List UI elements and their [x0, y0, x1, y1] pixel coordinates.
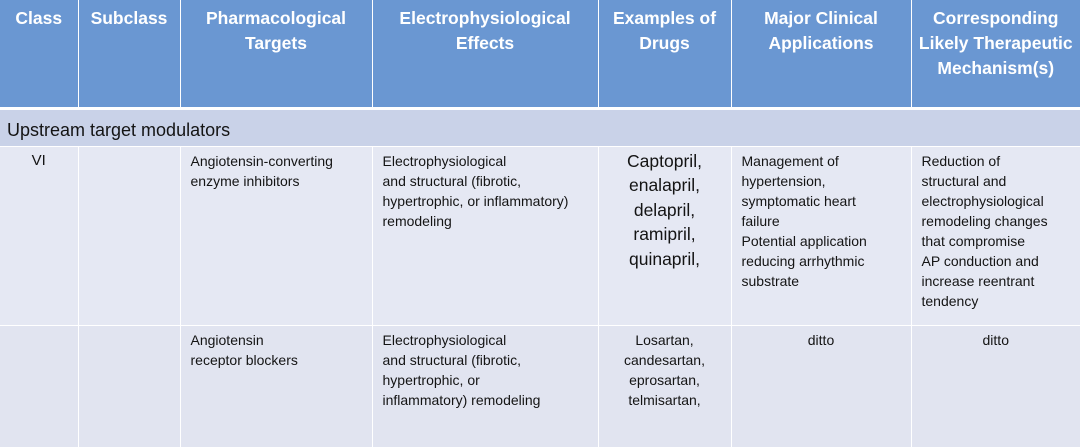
cell-targets: [180, 146, 372, 325]
cell-effects: [372, 325, 598, 448]
header-subclass: Subclass: [78, 0, 180, 108]
cell-class: [0, 325, 78, 448]
cell-effects: [372, 146, 598, 325]
effects-line: hypertrophic, or: [382, 371, 480, 388]
drug-name: delapril,: [633, 199, 696, 220]
mechanisms-line: structural and: [921, 172, 1007, 189]
applications-line: reducing arrhythmic: [741, 252, 865, 269]
drug-name: eprosartan,: [629, 371, 700, 388]
header-major-clinical-applications: Major Clinical Applications: [731, 0, 911, 108]
section-row: [0, 108, 1080, 146]
drug-name: Captopril,: [627, 150, 702, 171]
mechanisms-line: electrophysiological: [921, 192, 1044, 209]
effects-line: remodeling: [382, 212, 452, 229]
cell-class: VI: [0, 146, 78, 325]
cell-mechanisms: [911, 146, 1080, 325]
effects-line: Electrophysiological: [382, 152, 507, 169]
drug-name: enalapril,: [628, 175, 701, 195]
table-row: [0, 146, 1080, 325]
applications-line: substrate: [741, 272, 800, 289]
effects-line: and structural (fibrotic,: [382, 351, 521, 368]
applications-line: ditto: [807, 331, 835, 348]
header-therapeutic-mechanisms: Corresponding Likely Therapeutic Mechanism(s): [911, 0, 1080, 108]
cell-applications: [731, 325, 911, 448]
mechanisms-line: Reduction of: [921, 152, 1001, 169]
targets-line: receptor blockers: [190, 351, 298, 368]
drug-name: ramipril,: [633, 224, 696, 244]
mechanisms-line: ditto: [982, 331, 1009, 348]
header-electrophysiological-effects: Electrophysiological Effects: [372, 0, 598, 108]
mechanisms-line: AP conduction and: [921, 252, 1039, 269]
cell-mechanisms: [911, 325, 1080, 448]
targets-line: Angiotensin: [190, 331, 264, 348]
drug-name: Losartan,: [635, 331, 694, 348]
header-class: Class: [0, 0, 78, 108]
table-row: [0, 325, 1080, 448]
mechanisms-line: increase reentrant: [921, 272, 1035, 289]
header-row: [0, 0, 1080, 108]
effects-line: Electrophysiological: [382, 331, 507, 348]
effects-line: inflammatory) remodeling: [382, 391, 541, 408]
applications-line: hypertension,: [741, 172, 826, 189]
applications-line: symptomatic heart: [741, 192, 856, 209]
cell-applications: [731, 146, 911, 325]
header-examples-of-drugs: Examples of Drugs: [598, 0, 731, 108]
mechanisms-line: that compromise: [921, 232, 1025, 249]
cell-targets: [180, 325, 372, 448]
mechanisms-line: remodeling changes: [921, 212, 1048, 229]
drug-name: quinapril,: [628, 248, 701, 269]
cell-drugs: [598, 146, 731, 325]
cell-drugs: [598, 325, 731, 448]
applications-line: failure: [741, 212, 780, 229]
targets-line: enzyme inhibitors: [190, 172, 300, 189]
drug-name: telmisartan,: [628, 391, 701, 408]
applications-line: Potential application: [741, 232, 867, 249]
applications-line: Management of: [741, 152, 839, 169]
targets-line: Angiotensin-converting: [190, 152, 333, 169]
drug-name: candesartan,: [624, 351, 705, 368]
mechanisms-line: tendency: [921, 292, 979, 309]
cell-subclass: [78, 146, 180, 325]
effects-line: hypertrophic, or inflammatory): [382, 192, 569, 209]
cell-subclass: [78, 325, 180, 448]
section-title: Upstream target modulators: [0, 108, 1080, 146]
effects-line: and structural (fibrotic,: [382, 172, 521, 189]
header-pharmacological-targets: Pharmacological Targets: [180, 0, 372, 108]
